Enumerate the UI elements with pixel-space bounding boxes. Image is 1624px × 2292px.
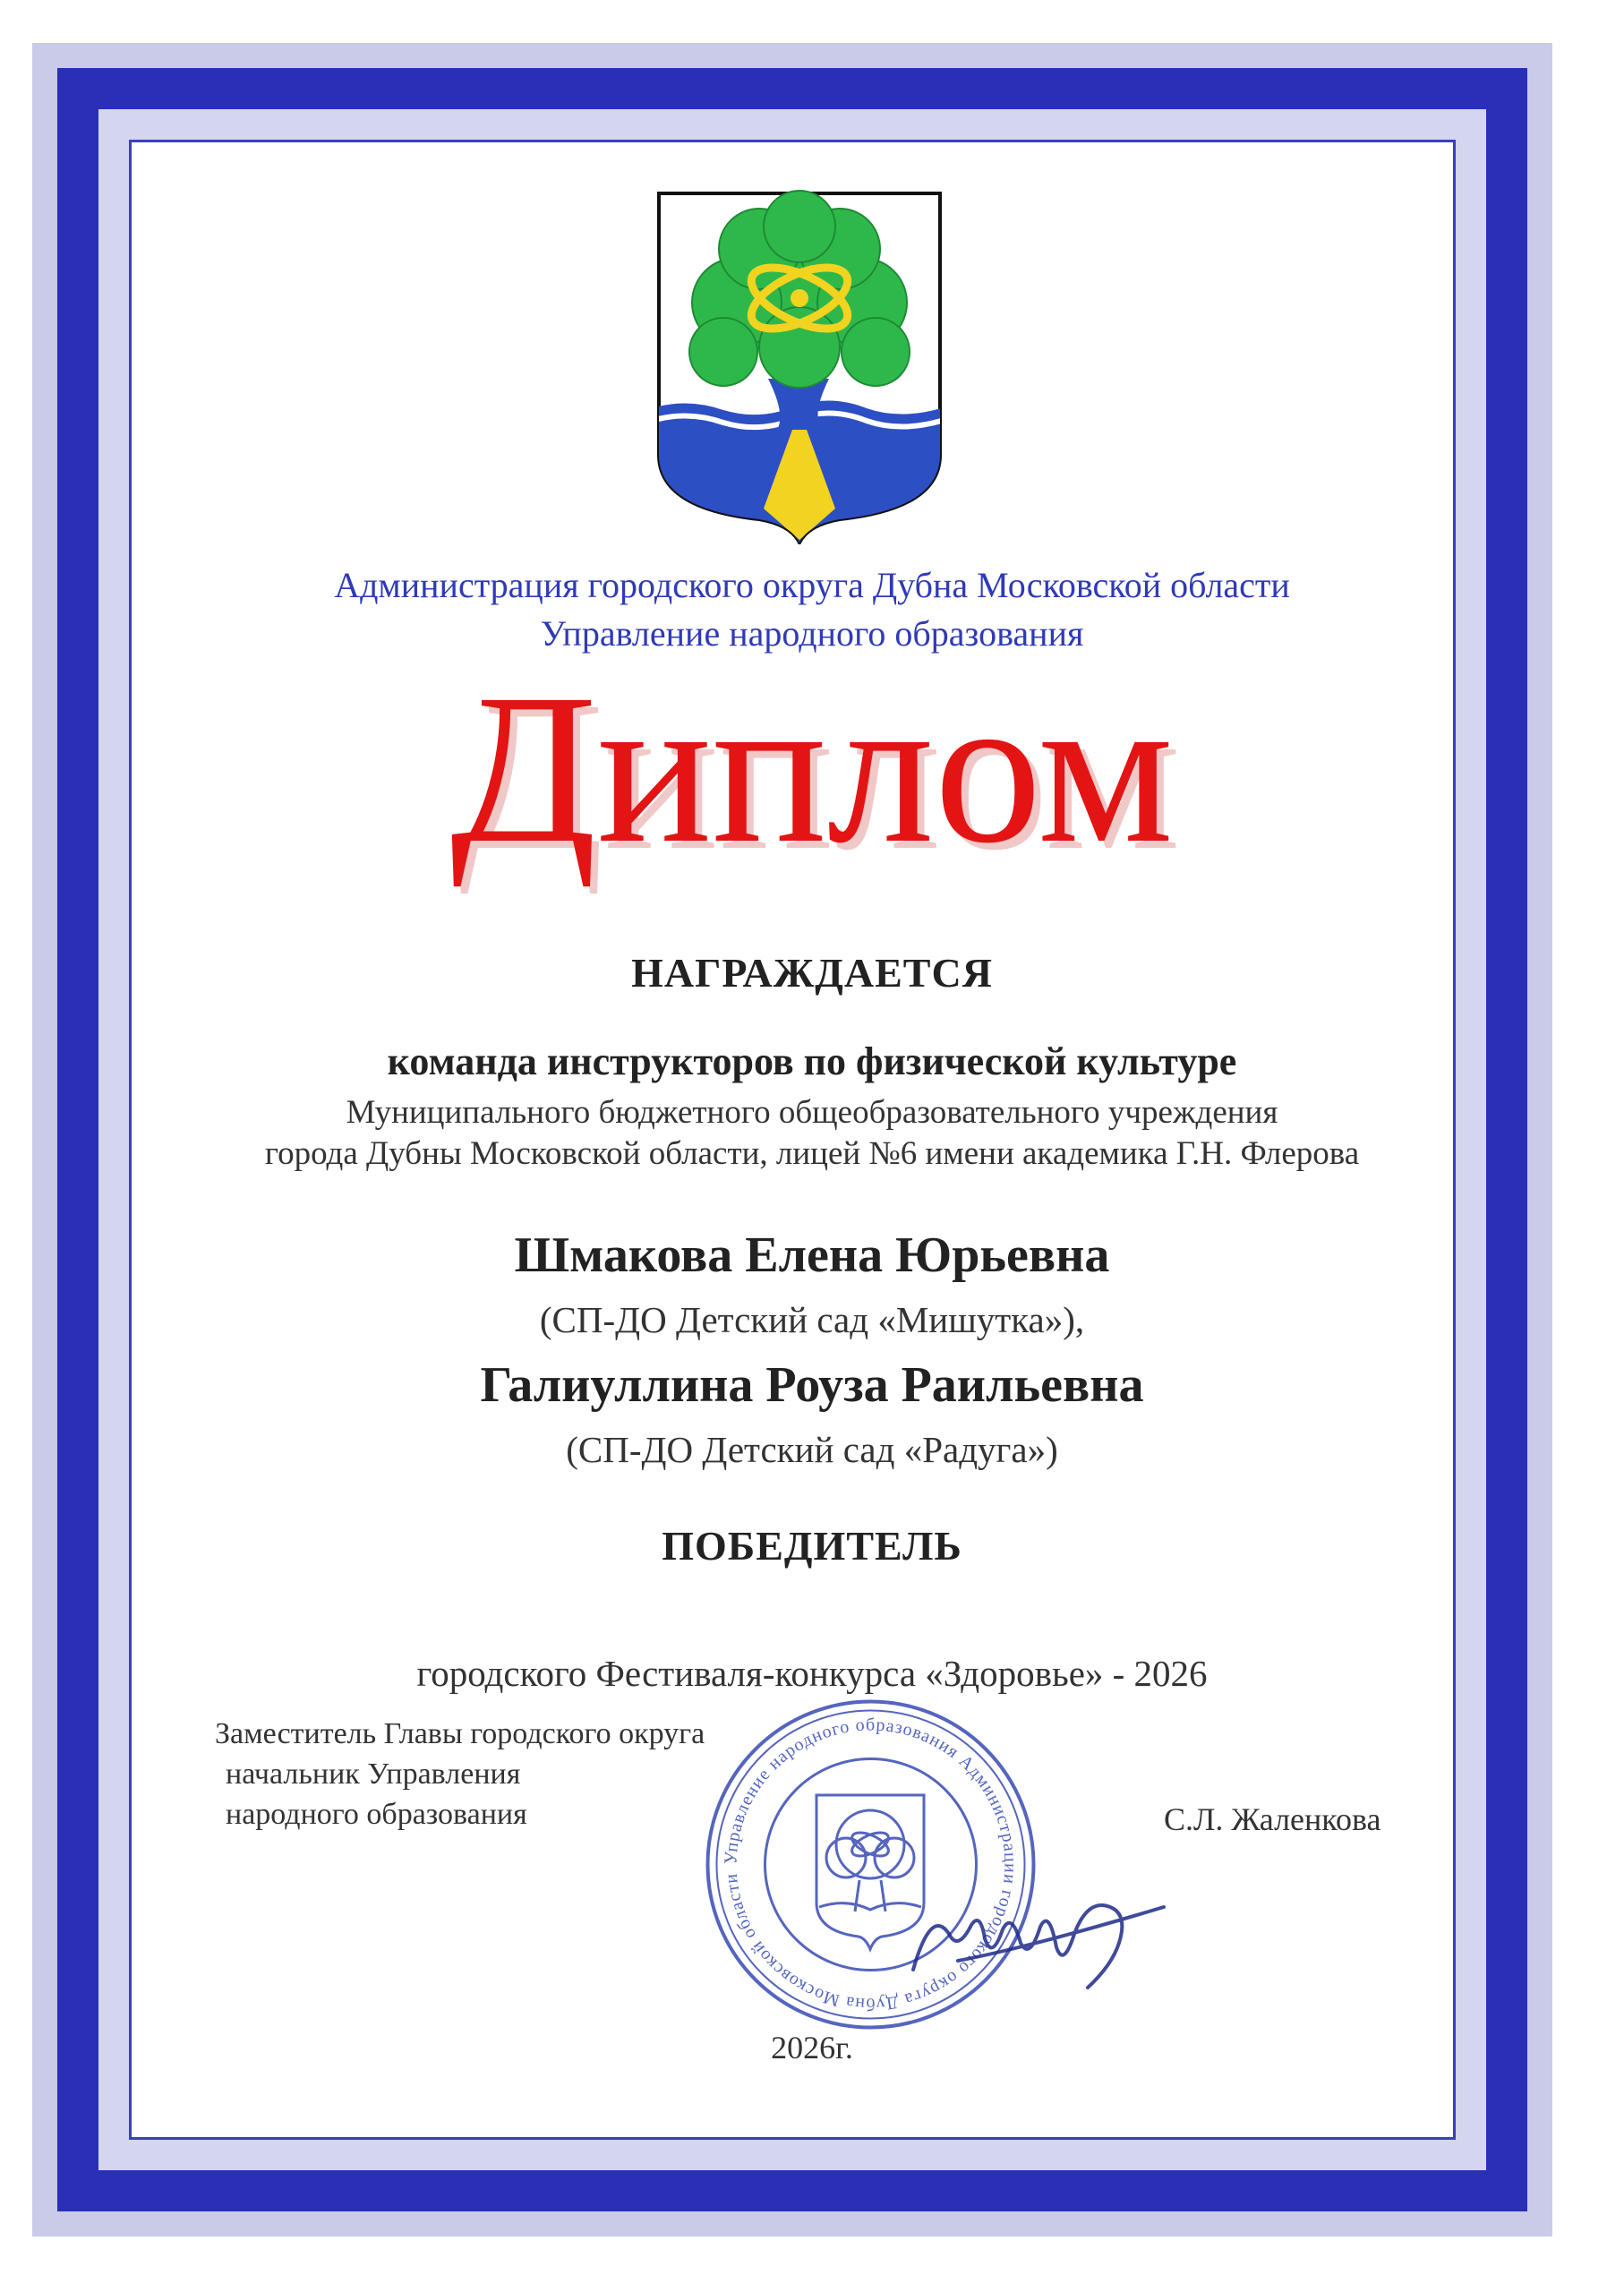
winner-status: ПОБЕДИТЕЛЬ [662,1523,962,1569]
signatory-position-1: Заместитель Главы городского округа [215,1717,705,1750]
handwritten-signature [895,1871,1191,1997]
signatory-position-3: народного образования [226,1798,527,1831]
issue-year: 2026г. [771,2030,853,2065]
awarded-label: НАГРАЖДАЕТСЯ [631,950,993,996]
person-name-1: Шмакова Елена Юрьевна [514,1227,1110,1283]
person-name-2: Галиуллина Роуза Раильевна [480,1357,1144,1413]
svg-text:Управление народного образован: Управление народного образования Администрации городского округа Дубна Московской области [721,1715,1021,2014]
person-unit-1: (СП-ДО Детский сад «Мишутка»), [539,1299,1085,1340]
person-unit-2: (СП-ДО Детский сад «Радуга») [566,1429,1058,1470]
team-name: команда инструкторов по физической культуре [387,1039,1237,1083]
department-line: Управление народного образования [540,613,1084,654]
school-line-1: Муниципального бюджетного общеобразовательного учреждения [346,1094,1278,1131]
administration-line: Администрация городского округа Дубна Московской области [334,565,1290,605]
diploma-title: Диплом [450,649,1174,887]
festival-name: городского Фестиваля-конкурса «Здоровье» - 2026 [416,1653,1208,1694]
coat-of-arms-icon [652,186,947,544]
signatory-name: С.Л. Жаленкова [1164,1801,1381,1837]
school-line-2: города Дубны Московской области, лицей №6 имени академика Г.Н. Флерова [264,1135,1360,1172]
signatory-position-2: начальник Управления [226,1757,521,1791]
